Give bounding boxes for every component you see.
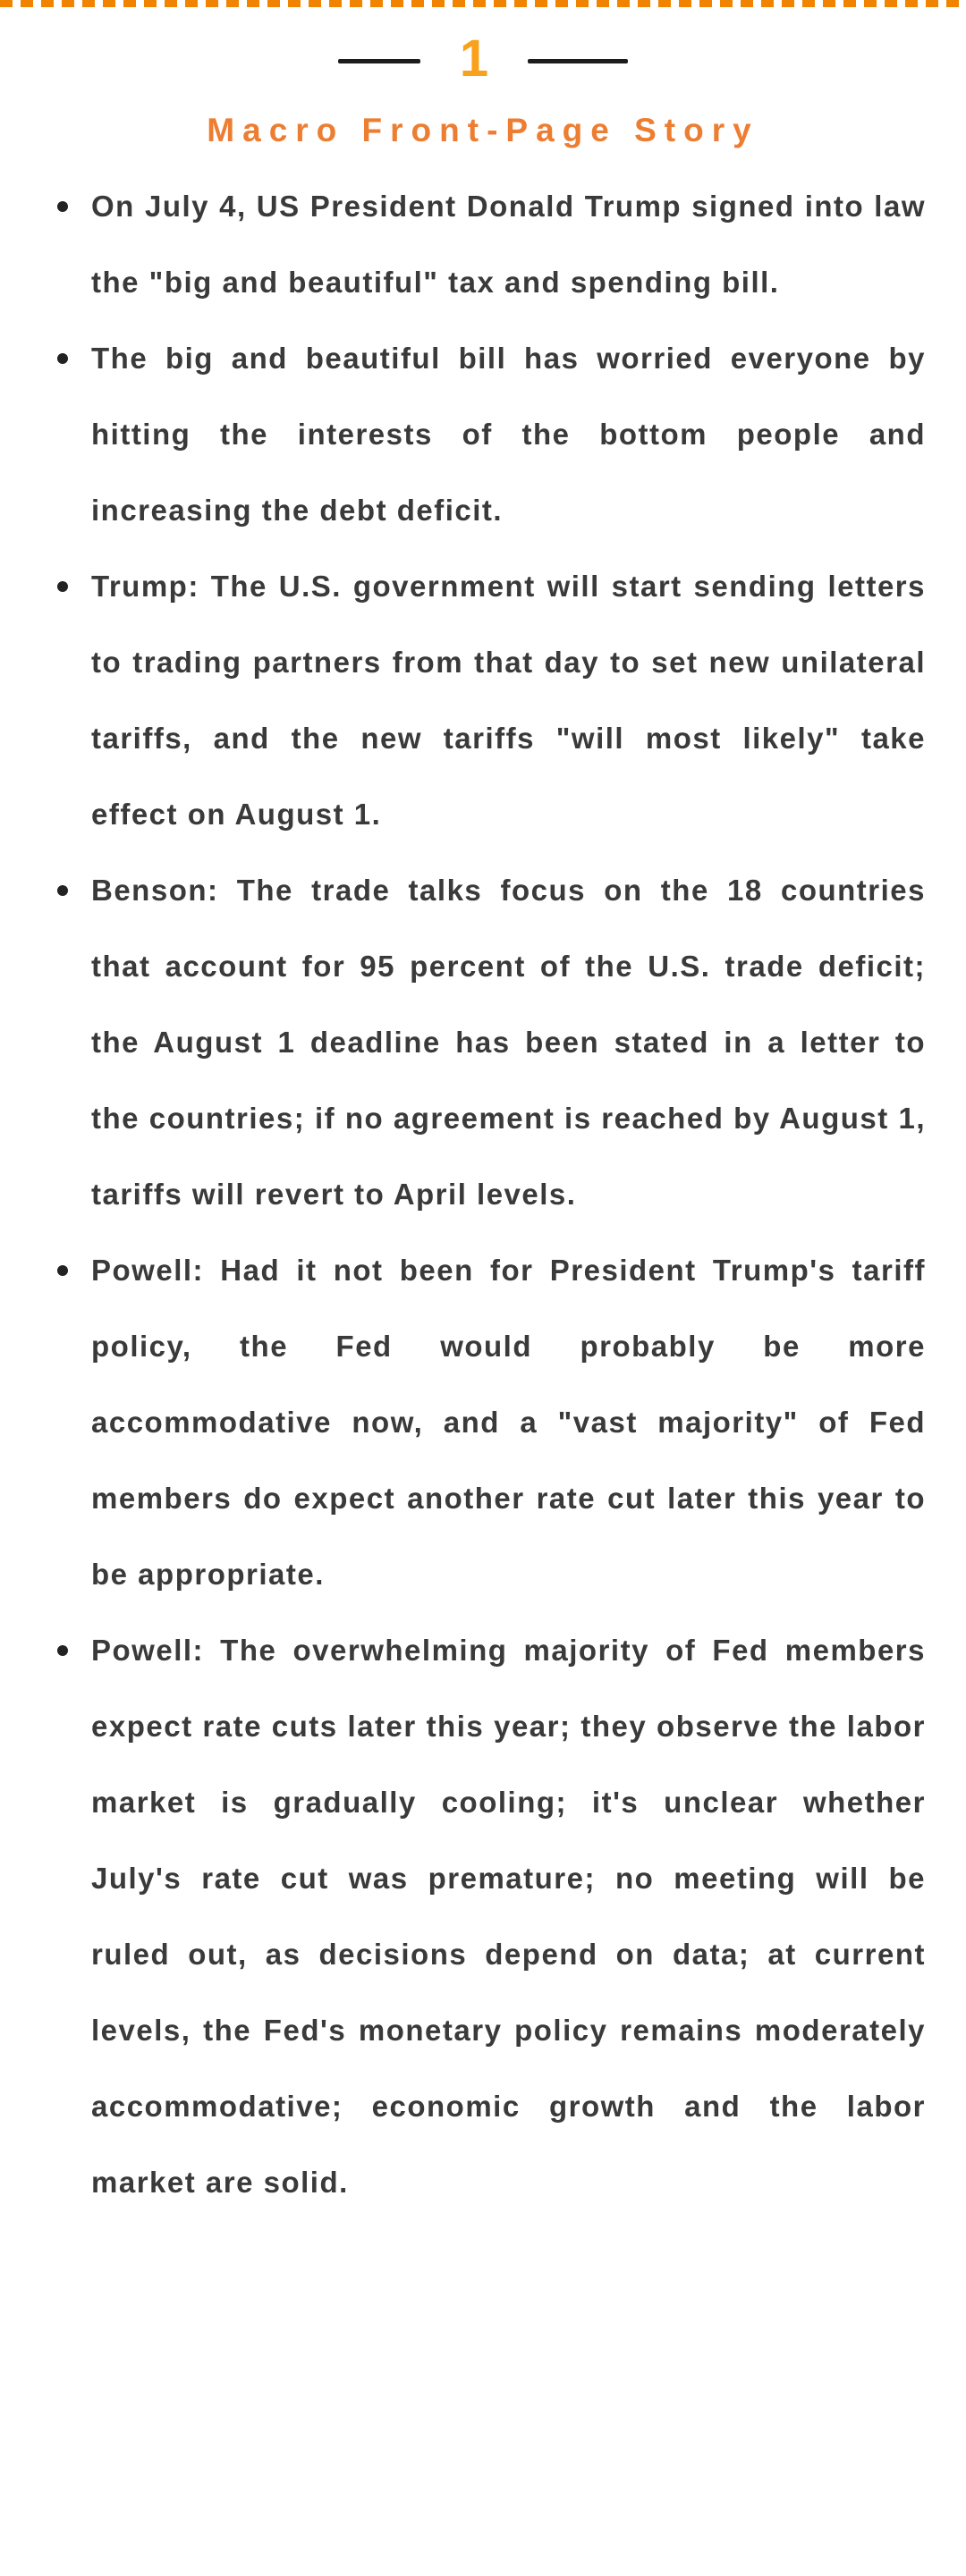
header-rule-right <box>528 59 628 63</box>
bullet-text: On July 4, US President Donald Trump signed into law the "big and beautiful" tax and spending bill. <box>91 190 926 300</box>
bullet-marker <box>57 885 68 896</box>
section-number: 1 <box>459 30 489 88</box>
bullet-item <box>55 1612 926 2220</box>
bullet-marker <box>57 1265 68 1276</box>
bullet-text: The big and beautiful bill has worried everyone by hitting the interests of the bottom people and increasing the debt deficit. <box>91 342 926 528</box>
bullet-text: Powell: Had it not been for President Trump's tariff policy, the Fed would probably be more accommodative now, and a "vast majority" of Fed members do expect another rate cut later this year to be appropriate. <box>91 1254 926 1592</box>
bullet-marker <box>57 1645 68 1656</box>
bullet-text: Benson: The trade talks focus on the 18 countries that account for 95 percent of the U.S. trade deficit; the August 1 deadline has been stated in a letter to the countries; if no agreement is reached by August 1, tariffs will revert to April levels. <box>91 874 926 1212</box>
bullet-text: Trump: The U.S. government will start sending letters to trading partners from that day to set new unilateral tariffs, and the new tariffs "will most likely" take effect on August 1. <box>91 570 926 832</box>
bullet-text: Powell: The overwhelming majority of Fed members expect rate cuts later this year; they observe the labor market is gradually cooling; it's unclear whether July's rate cut was premature; no meeting will be ruled out, as decisions depend on data; at current levels, the Fed's monetary policy remains moderately accommodative; economic growth and the labor market are solid. <box>91 1634 926 2200</box>
bullet-marker <box>57 581 68 592</box>
bullet-item <box>55 852 926 1232</box>
page-title: Macro Front-Page Story <box>207 112 759 148</box>
dashed-top-border <box>0 0 966 7</box>
bullet-item <box>55 168 926 320</box>
bullet-item <box>55 548 926 852</box>
bullet-marker <box>57 201 68 212</box>
header-rule-left <box>338 59 420 63</box>
bullet-item <box>55 1232 926 1612</box>
bullet-list <box>55 168 926 2220</box>
bullet-marker <box>57 353 68 364</box>
bullet-item <box>55 320 926 548</box>
section-number-row <box>0 25 966 97</box>
section-header <box>0 25 966 150</box>
